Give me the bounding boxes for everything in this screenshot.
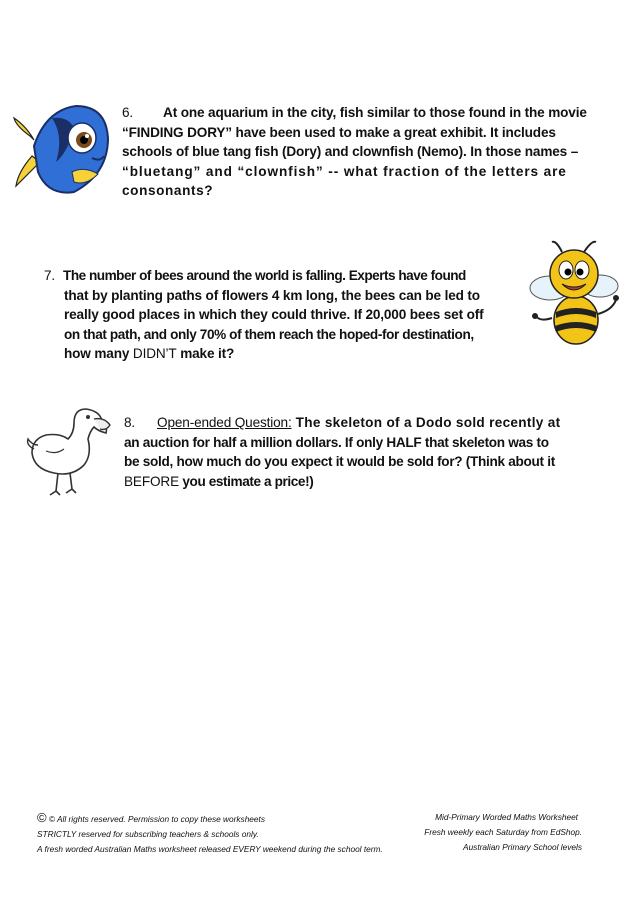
levels-line: Australian Primary School levels xyxy=(463,842,582,852)
question-7-line-2: that by planting paths of flowers 4 km long, the bees can be led to xyxy=(64,287,480,303)
question-6-line-1: 6. At one aquarium in the city, fish similar to those found in the movie xyxy=(122,105,587,120)
weekly-line: Fresh weekly each Saturday from EdShop. xyxy=(424,827,582,837)
question-6-line-3: schools of blue tang fish (Dory) and clownfish (Nemo). In those names – xyxy=(122,144,579,159)
question-6-line-5: consonants? xyxy=(122,183,214,198)
release-line: A fresh worded Australian Maths worksheet released EVERY weekend during the school term. xyxy=(37,844,383,854)
question-7-line-1: 7. The number of bees around the world is falling. Experts have found xyxy=(44,268,466,283)
question-8-line-3: be sold, how much do you expect it would be sold for? (Think about it xyxy=(124,454,555,469)
dodo-bird-icon xyxy=(24,403,116,503)
blue-tang-fish-icon xyxy=(12,96,112,202)
question-8-line-4: BEFORE you estimate a price!) xyxy=(124,473,314,489)
before-emphasis: BEFORE xyxy=(124,473,179,489)
question-6-number: 6. xyxy=(122,105,134,120)
question-7-line-4: on that path, and only 70% of them reach the hoped-for destination, xyxy=(64,326,474,342)
didnt-emphasis: DIDN’T xyxy=(132,346,177,361)
question-8 xyxy=(124,413,594,491)
question-7 xyxy=(44,266,534,364)
question-8-line-2: an auction for half a million dollars. If only HALF that skeleton was to xyxy=(124,434,549,450)
open-ended-label: Open-ended Question: xyxy=(157,415,292,430)
question-6-line-2: “FINDING DORY” have been used to make a great exhibit. It includes xyxy=(122,124,556,140)
question-6-line-4: “bluetang” and “clownfish” -- what fraction of the letters are xyxy=(122,163,567,179)
question-7-number: 7. xyxy=(44,268,56,283)
footer-right xyxy=(380,810,582,855)
bee-icon xyxy=(522,238,622,348)
copyright-line: © © All rights reserved. Permission to copy these worksheets xyxy=(37,810,265,825)
question-7-line-3: really good places in which they could thrive. If 20,000 bees set off xyxy=(64,307,484,322)
question-6 xyxy=(122,103,592,201)
question-7-line-5: how many DIDN’T make it? xyxy=(64,346,235,361)
reserved-line: STRICTLY reserved for subscribing teachers & schools only. xyxy=(37,829,259,839)
question-8-line-1: 8. Open-ended Question: The skeleton of a Dodo sold recently at xyxy=(124,415,561,430)
question-8-number: 8. xyxy=(124,415,136,430)
worksheet-title-line: Mid-Primary Worded Maths Worksheet xyxy=(435,812,578,822)
